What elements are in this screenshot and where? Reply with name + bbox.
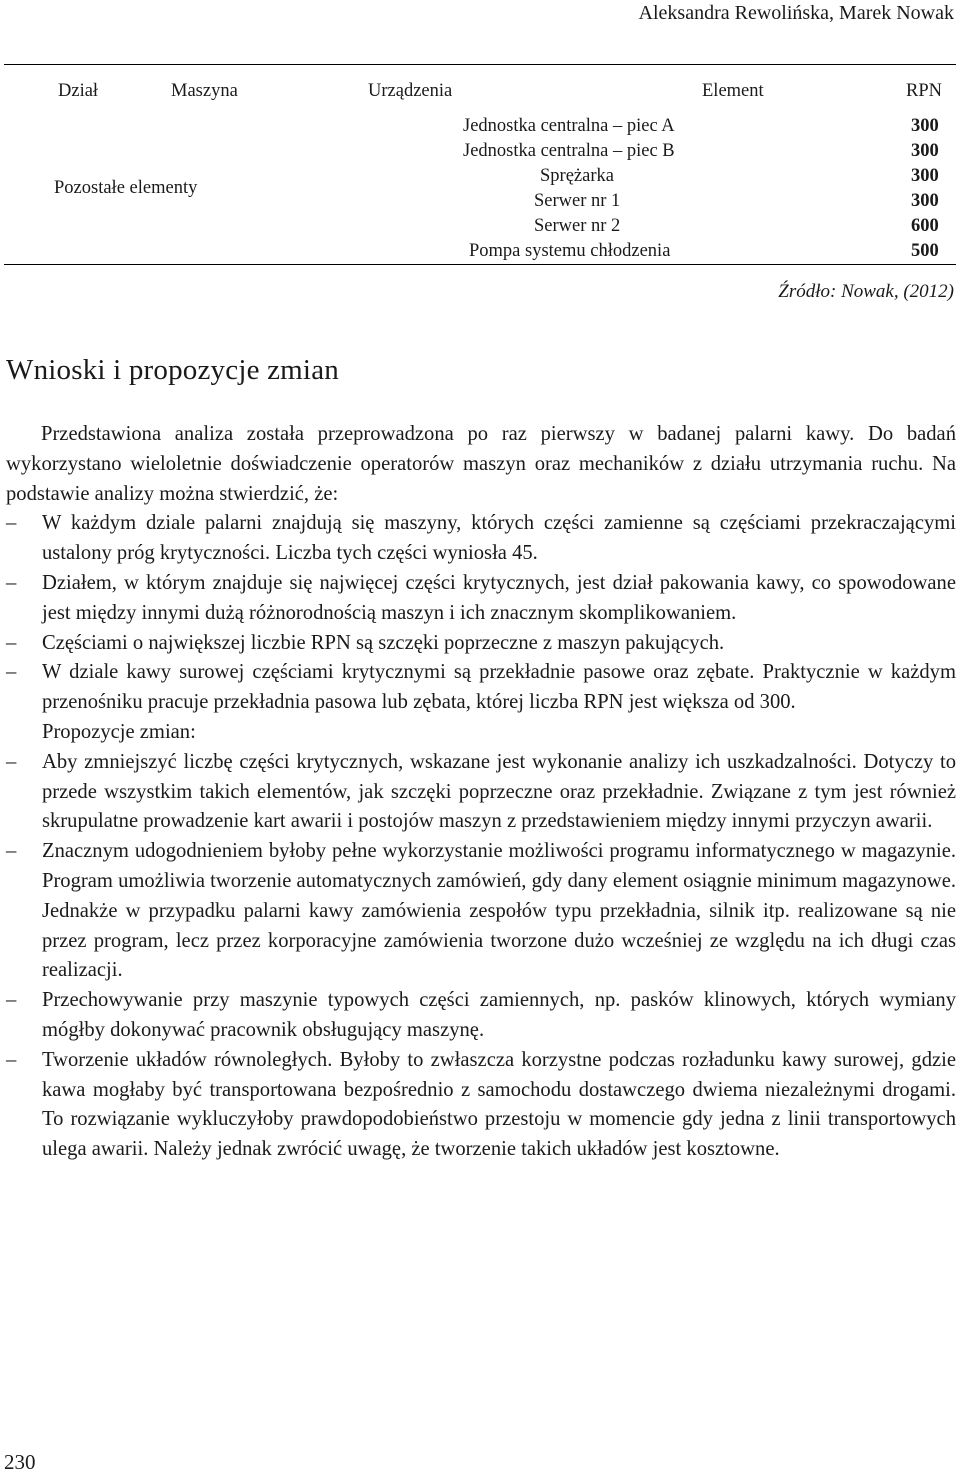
table-row-device: Pompa systemu chłodzenia	[469, 241, 671, 261]
proposal-text: Znacznym udogodnieniem byłoby pełne wykorzystanie możliwości programu informatycznego w magazynie. Program umożliwia tworzenie automatycznych zamówień, gdy dany element osiągnie minimum magazynowe. Jednakże w przypadku palarni kawy zamówienia zespołów typu przekładnia, silnik itp. realizowane są nie przez program, lecz przez korporacyjne zamówienia tworzone dużo wcześniej ze względu na ich długi czas realizacji.	[42, 840, 956, 982]
finding-text: Działem, w którym znajduje się najwięcej części krytycznych, jest dział pakowania kawy, co spowodowane jest między innymi dużą różnorodnością maszyn i ich znacznym skomplikowaniem.	[42, 571, 956, 624]
list-item	[6, 748, 956, 837]
dash-bullet: –	[6, 631, 17, 654]
list-item	[6, 1046, 956, 1165]
proposal-text: Tworzenie układów równoległych. Byłoby to zwłaszcza korzystne podczas rozładunku kawy surowej, gdzie kawa mogłaby być transportowana bezpośrednio z samochodu dostawczego dwiema niezależnymi drogami. To rozwiązanie wykluczyłoby prawdopodobieństwo przestoju w momencie gdy jedna z linii transportowych ulega awarii. Należy jednak zwrócić uwagę, że tworzenie takich układów jest kosztowne.	[42, 1048, 956, 1161]
page-number: 230	[4, 1450, 36, 1474]
table-row-device: Serwer nr 2	[534, 216, 621, 236]
finding-text: W każdym dziale palarni znajdują się maszyny, których części zamienne są częściami przekraczającymi ustalony próg krytyczności. Liczba tych części wyniosła 45.	[42, 512, 956, 565]
table-row-rpn: 600	[911, 216, 939, 236]
column-header-urzadzenia: Urządzenia	[368, 81, 453, 101]
table-row-device: Sprężarka	[540, 166, 614, 186]
table-row-rpn: 300	[911, 191, 939, 211]
dash-bullet: –	[6, 1048, 17, 1071]
proposal-text: Przechowywanie przy maszynie typowych części zamiennych, np. pasków klinowych, których wymiany mógłby dokonywać pracownik obsługujący maszynę.	[42, 989, 956, 1041]
list-item	[6, 629, 956, 659]
intro-paragraph: Przedstawiona analiza została przeprowadzona po raz pierwszy w badanej palarni kawy. Do badań wykorzystano wieloletnie doświadczenie operatorów maszyn oraz mechaników z działu utrzymania ruchu. Na podstawie analizy można stwierdzić, że:	[6, 423, 956, 505]
column-header-dzial: Dział	[58, 81, 99, 101]
table-row-rpn: 300	[911, 166, 939, 186]
dash-bullet: –	[6, 571, 17, 594]
list-item	[6, 509, 956, 569]
proposals-label: Propozycje zmian:	[42, 720, 196, 743]
section-body	[6, 420, 956, 1165]
dash-bullet: –	[6, 661, 17, 684]
dash-bullet: –	[6, 750, 17, 773]
table-row-device: Jednostka centralna – piec B	[463, 141, 675, 161]
finding-text: Częściami o największej liczbie RPN są szczęki poprzeczne z maszyn pakujących.	[42, 631, 725, 654]
dash-bullet: –	[6, 989, 17, 1012]
list-item	[6, 837, 956, 986]
table-top-rule	[4, 64, 956, 65]
column-header-element: Element	[702, 81, 764, 101]
dash-bullet: –	[6, 840, 17, 863]
column-header-rpn: RPN	[906, 81, 942, 101]
list-item	[6, 658, 956, 718]
finding-text: W dziale kawy surowej częściami krytycznymi są przekładnie pasowe oraz zębate. Praktycznie w każdym przenośniku pracuje przekładnia pasowa lub zębata, której liczba RPN jest większa od 300.	[42, 661, 956, 714]
proposal-text: Aby zmniejszyć liczbę części krytycznych, wskazane jest wykonanie analizy ich uszkadzalności. Dotyczy to przede wszystkim takich elementów, jak szczęki poprzeczne oraz przekładnie. Związane z tym jest również skrupulatne prowadzenie kart awarii i postojów maszyn z przedstawieniem między innymi przyczyn awarii.	[42, 750, 956, 833]
table-row-rpn: 500	[911, 241, 939, 261]
table-row-device: Jednostka centralna – piec A	[463, 116, 675, 136]
table-row-rpn: 300	[911, 116, 939, 136]
table-row-device: Serwer nr 1	[534, 191, 621, 211]
table-row-rpn: 300	[911, 141, 939, 161]
table-bottom-rule	[4, 264, 956, 265]
table-group-label: Pozostałe elementy	[54, 178, 198, 198]
running-head: Aleksandra Rewolińska, Marek Nowak	[638, 2, 954, 24]
list-item	[6, 569, 956, 629]
table-source-note: Źródło: Nowak, (2012)	[778, 281, 954, 302]
dash-bullet: –	[6, 512, 17, 535]
column-header-maszyna: Maszyna	[171, 81, 238, 101]
list-item	[6, 986, 956, 1046]
section-heading: Wnioski i propozycje zmian	[6, 354, 339, 386]
